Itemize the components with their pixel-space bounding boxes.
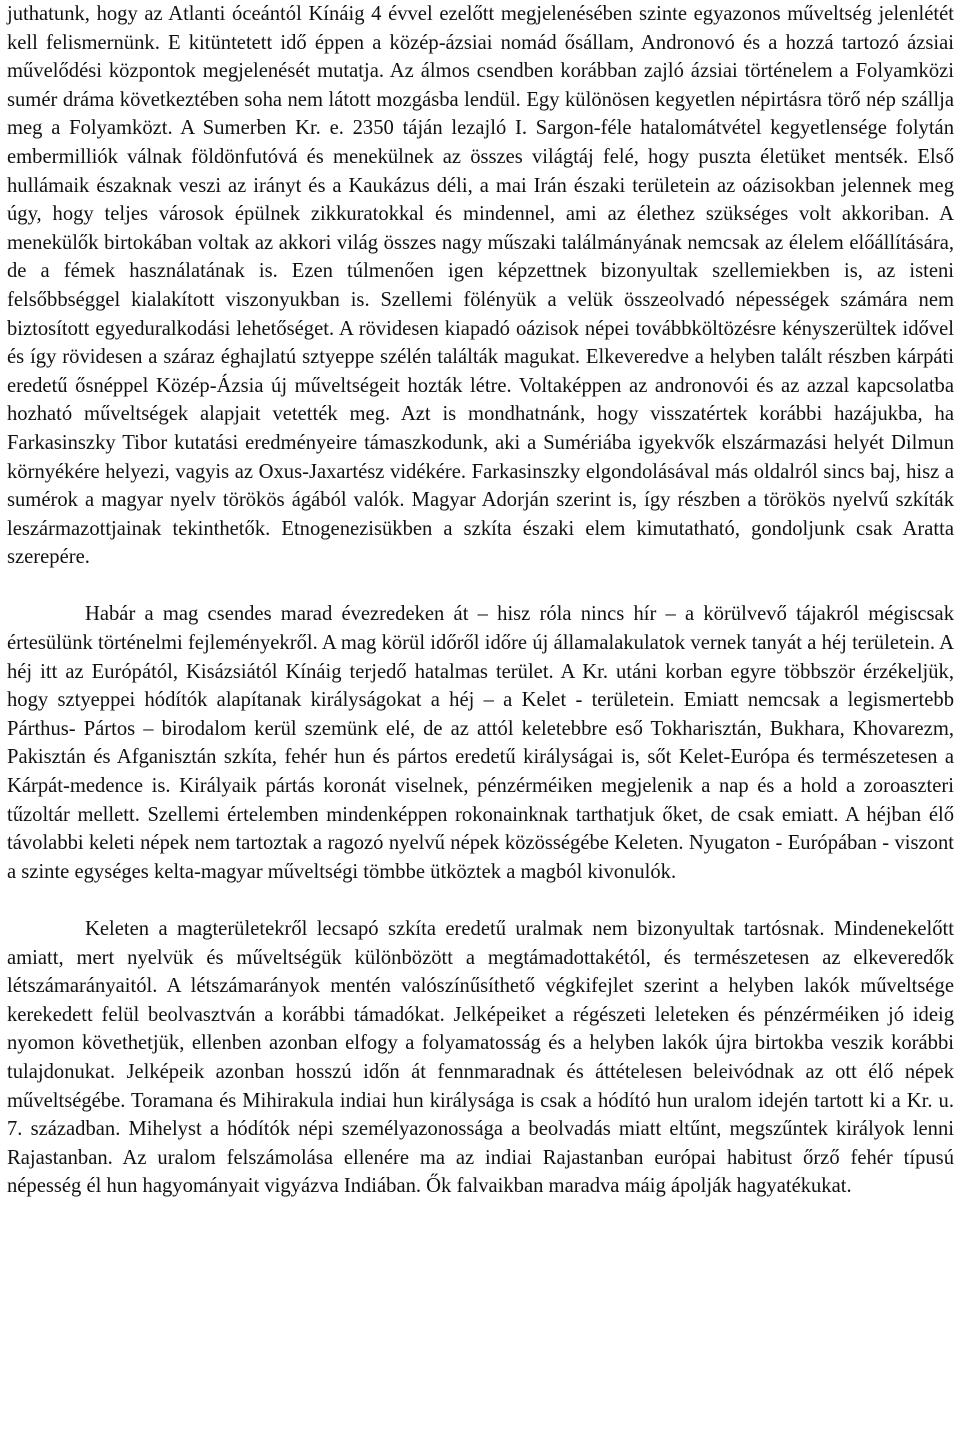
paragraph-2: Habár a mag csendes marad évezredeken át – hisz róla nincs hír – a körülvevő tájakról mégiscsak értesülünk történelmi fejleményekről. A mag körül időről időre új államalakulatok vernek tanyát a héj területein. A héj itt az Európától, Kisázsiától Kínáig terjedő hatalmas terület. A Kr. utáni korban egyre többször érzékeljük, hogy sztyeppei hódítók alapítanak királyságokat a héj – a Kelet - területein. Emiatt nemcsak a legismertebb Párthus- Pártos – birodalom kerül szemünk elé, de az attól keletebbre eső Tokharisztán, Bukhara, Khovarezm, Pakisztán és Afganisztán szkíta, fehér hun és pártos eredetű királyságai is, sőt Kelet-Európa és természetesen a Kárpát-medence is. Királyaik pártás koronát viselnek, pénzérméiken megjelenik a nap és a hold a zoroaszteri tűzoltár mellett. Szellemi értelemben mindenképpen rokonainknak tarthatjuk őket, de csak emiatt. A héjban élő távolabbi keleti népek nem tartoztak a ragozó nyelvű népek közösségébe Keleten. Nyugaton - Európában - viszont a szinte egységes kelta-magyar műveltségi tömbbe ütköztek a magból kivonulók. [7, 603, 954, 883]
paragraph-3: Keleten a magterületekről lecsapó szkíta eredetű uralmak nem bizonyultak tartósnak. Mindenekelőtt amiatt, mert nyelvük és műveltségük különbözött a megtámadottakétól, és természetesen az elkeveredők létszámarányaitól. A létszámarányok mentén valószínűsíthető végkifejlet szerint a helyben lakók műveltsége kerekedett felül beolvasztván a korábbi támadókat. Jelképeiket a régészeti leleteken és pénzérméiken jó ideig nyomon követhetjük, ellenben azonban elfogy a folyamatosság és a helyben lakók újra birtokba veszik korábbi tulajdonukat. Jelképeik azonban hosszú időn át fennmaradnak és áttételesen beleivódnak az ott élő népek műveltségébe. Toramana és Mihirakula indiai hun királysága is csak a hódító hun uralom idején tartott ki a Kr. u. 7. században. Mihelyst a hódítók népi személyazonossága a beolvadás miatt eltűnt, megszűntek királyok lenni Rajastanban. Az uralom felszámolása ellenére ma az indiai Rajastanban európai habitust őrző fehér típusú népesség él hun hagyományait vigyázva Indiában. Ők falvaikban maradva máig ápolják hagyatékukat. [7, 918, 954, 1198]
paragraph-1: juthatunk, hogy az Atlanti óceántól Kínáig 4 évvel ezelőtt megjelenésében szinte egyazonos műveltség jelenlétét kell felismernünk. E kitüntetett idő éppen a közép-ázsiai nomád ősállam, Andronovó és a hozzá tartozó ázsiai művelődési központok megjelenését mutatja. Az álmos csendben korábban zajló ázsiai történelem a Folyamközi sumér dráma következtében soha nem látott mozgásba lendül. Egy különösen kegyetlen népirtásra törő nép szállja meg a Folyamközt. A Sumerben Kr. e. 2350 táján lezajló I. Sargon-féle hatalomátvétel kegyetlensége folytán embermilliók válnak földönfutóvá és menekülnek az összes világtáj felé, hogy puszta életüket mentsék. Első hullámaik északnak veszi az irányt és a Kaukázus déli, a mai Irán északi területein az oázisokban jelennek meg úgy, hogy teljes városok épülnek zikkuratokkal és mindennel, ami az élethez szükséges volt akkoriban. A menekülők birtokában voltak az akkori világ összes nagy műszaki találmányának nemcsak az élelem előállítására, de a fémek használatának is. Ezen túlmenően igen képzettnek bizonyultak szellemiekben is, az isteni felsőbbséggel kialakított viszonyukban is. Szellemi fölényük a velük összeolvadó népességek számára nem biztosított egyeduralkodási lehetőséget. A rövidesen kiapadó oázisok népei továbbköltözésre kényszerültek idővel és így rövidesen a száraz éghajlatú sztyeppe szélén találták magukat. Elkeveredve a helyben talált részben kárpáti eredetű ősnéppel Közép-Ázsia új műveltségeit hozták létre. Voltaképpen az andronovói és az azzal kapcsolatba hozható műveltségek alapjait vetették meg. Azt is mondhatnánk, hogy visszatértek korábbi hazájukba, ha Farkasinszky Tibor kutatási eredményeire támaszkodunk, aki a Sumériába igyekvők elszármazási helyét Dilmun környékére helyezi, vagyis az Oxus-Jaxartész vidékére. Farkasinszky elgondolásával más oldalról sincs baj, hisz a sumérok a magyar nyelv törökös ágából valók. Magyar Adorján szerint is, így részben a törökös nyelvű szkíták leszármazottjainak tekinthetők. Etnogenezisükben a szkíta északi elem kimutatható, gondoljunk csak Aratta szerepére. [7, 3, 954, 569]
document-page [7, 0, 954, 1201]
